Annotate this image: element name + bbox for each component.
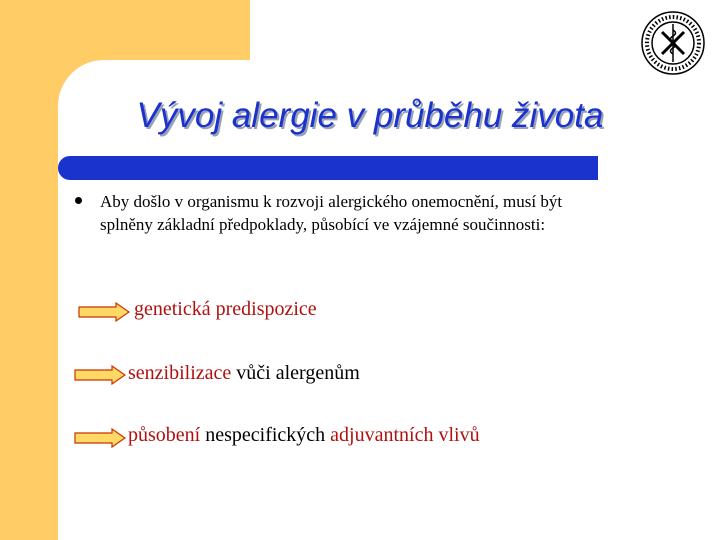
intro-line-2: splněny základní předpoklady, působící ve vzájemné součinnosti: — [100, 215, 546, 234]
page-title: Vývoj alergie v průběhu života — [136, 96, 604, 135]
bullet-icon — [75, 197, 82, 204]
intro-line-1: Aby došlo v organismu k rozvoji alergického onemocnění, musí být — [100, 192, 563, 211]
item-text-emphasis: působení — [128, 424, 201, 446]
university-seal-icon — [640, 10, 706, 76]
item-text: nespecifických — [200, 424, 331, 446]
background-accent-left — [0, 0, 58, 540]
arrow-right-icon — [74, 428, 126, 448]
title-underline-bar — [58, 156, 598, 180]
arrow-right-icon — [78, 302, 130, 322]
item-text-emphasis: genetická predispozice — [134, 298, 317, 320]
intro-paragraph — [100, 190, 700, 236]
list-item-adjuvant-influences — [128, 424, 480, 447]
item-text-emphasis: senzibilizace — [128, 362, 232, 384]
list-item-sensitization — [128, 362, 360, 385]
item-text-emphasis: adjuvantních vlivů — [330, 424, 480, 446]
arrow-right-icon — [74, 365, 126, 385]
list-item-genetic-predisposition — [134, 298, 317, 321]
item-text: vůči alergenům — [231, 362, 360, 384]
